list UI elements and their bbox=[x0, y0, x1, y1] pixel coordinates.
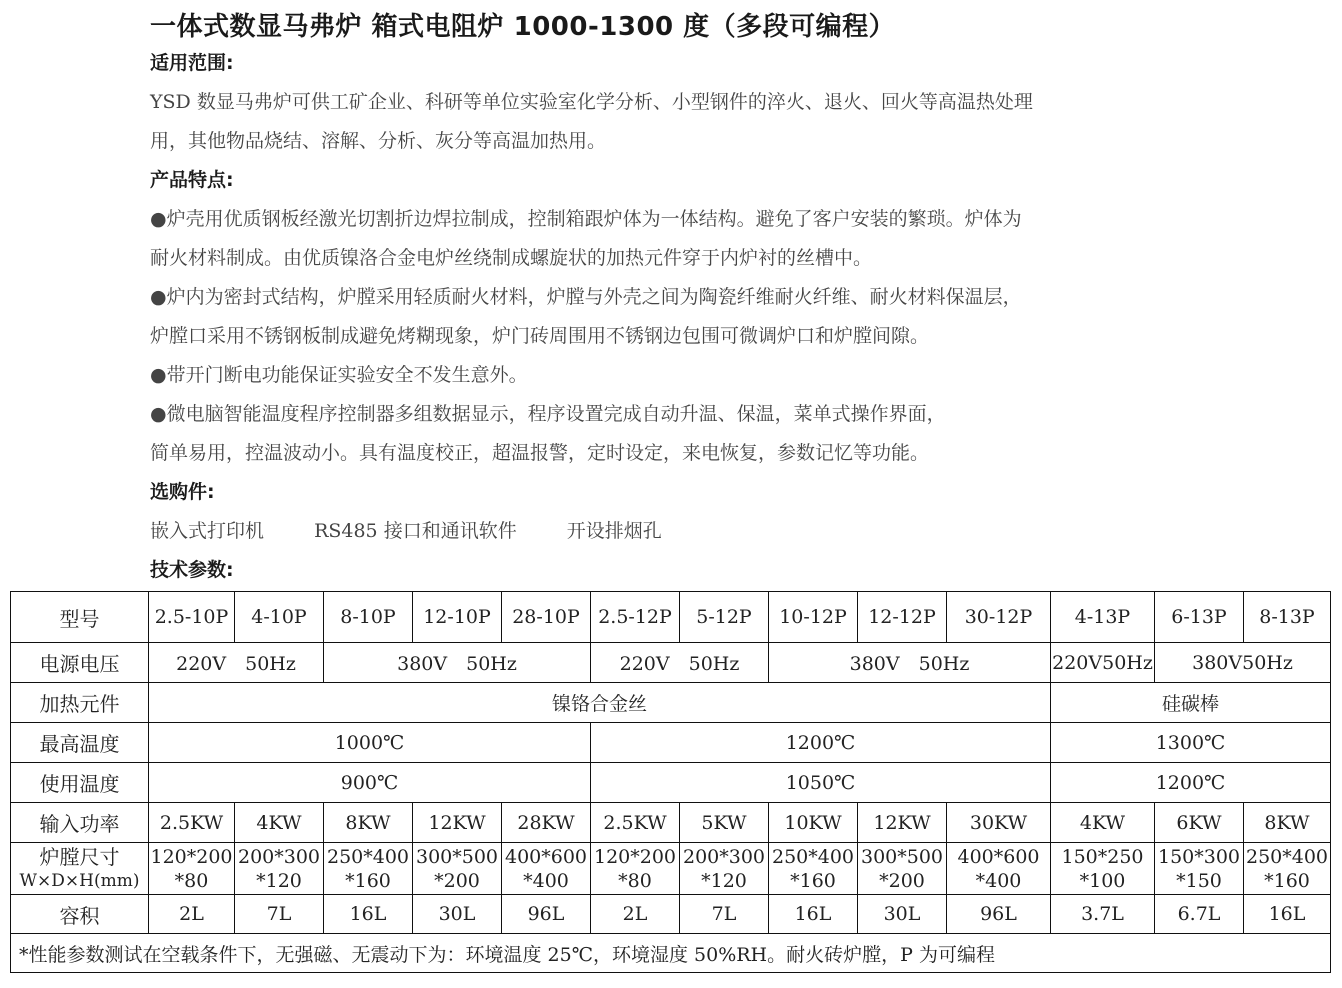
power-cell: 8KW bbox=[1244, 803, 1331, 843]
scope-line: 用，其他物品烧结、溶解、分析、灰分等高温加热用。 bbox=[150, 130, 607, 152]
feature-line: ●微电脑智能温度程序控制器多组数据显示，程序设置完成自动升温、保温，菜单式操作界面， bbox=[150, 403, 946, 425]
max-temp-cell: 1000℃ bbox=[149, 723, 591, 763]
power-cell: 8KW bbox=[324, 803, 413, 843]
option-item-exhaust: 开设排烟孔 bbox=[566, 520, 662, 542]
model-cell: 4-13P bbox=[1051, 592, 1155, 643]
table-row-model bbox=[11, 592, 1331, 643]
size-cell bbox=[1244, 843, 1331, 895]
size-value: *80 bbox=[174, 869, 209, 892]
size-cell bbox=[591, 843, 680, 895]
model-cell: 6-13P bbox=[1155, 592, 1244, 643]
size-value: 250*400 bbox=[326, 845, 410, 868]
power-cell: 5KW bbox=[680, 803, 769, 843]
table-row-size bbox=[11, 843, 1331, 895]
volume-cell: 30L bbox=[413, 895, 502, 934]
size-cell bbox=[858, 843, 947, 895]
size-value: 250*400 bbox=[771, 845, 855, 868]
size-value: 120*200 bbox=[593, 845, 677, 868]
size-cell bbox=[502, 843, 591, 895]
option-item-rs485: RS485 接口和通讯软件 bbox=[314, 520, 517, 542]
element-cell: 硅碳棒 bbox=[1051, 683, 1331, 723]
volume-cell: 96L bbox=[947, 895, 1051, 934]
voltage-cell: 380V 50Hz bbox=[324, 643, 591, 683]
scope-line: YSD 数显马弗炉可供工矿企业、科研等单位实验室化学分析、小型钢件的淬火、退火、回火等高温热处理 bbox=[150, 91, 1033, 113]
voltage-cell: 220V50Hz bbox=[1051, 643, 1155, 683]
volume-cell: 16L bbox=[1244, 895, 1331, 934]
size-cell bbox=[235, 843, 324, 895]
model-cell: 28-10P bbox=[502, 592, 591, 643]
row-label-work-temp: 使用温度 bbox=[11, 763, 149, 803]
voltage-cell: 380V50Hz bbox=[1155, 643, 1331, 683]
size-value: *400 bbox=[975, 869, 1022, 892]
row-label-power: 输入功率 bbox=[11, 803, 149, 843]
size-cell bbox=[149, 843, 235, 895]
row-label-voltage: 电源电压 bbox=[11, 643, 149, 683]
power-cell: 28KW bbox=[502, 803, 591, 843]
voltage-cell: 380V 50Hz bbox=[769, 643, 1051, 683]
voltage-cell: 220V 50Hz bbox=[149, 643, 324, 683]
power-cell: 12KW bbox=[858, 803, 947, 843]
size-value: *160 bbox=[345, 869, 391, 892]
size-value: 300*500 bbox=[415, 845, 499, 868]
volume-cell: 30L bbox=[858, 895, 947, 934]
size-cell bbox=[324, 843, 413, 895]
options-heading: 选购件: bbox=[150, 481, 215, 503]
size-cell bbox=[413, 843, 502, 895]
size-value: *80 bbox=[618, 869, 652, 892]
table-row-volume bbox=[11, 895, 1331, 934]
volume-cell: 96L bbox=[502, 895, 591, 934]
size-value: 400*600 bbox=[504, 845, 588, 868]
options-list bbox=[150, 512, 1200, 551]
size-value: 150*250 bbox=[1061, 845, 1144, 868]
row-label-volume: 容积 bbox=[11, 895, 149, 934]
power-cell: 4KW bbox=[1051, 803, 1155, 843]
size-cell bbox=[769, 843, 858, 895]
max-temp-cell: 1200℃ bbox=[591, 723, 1051, 763]
size-value: *120 bbox=[701, 869, 747, 892]
row-label-element: 加热元件 bbox=[11, 683, 149, 723]
size-cell bbox=[1155, 843, 1244, 895]
table-note: *性能参数测试在空载条件下，无强磁、无震动下为：环境温度 25℃，环境湿度 50%RH。耐火砖炉膛，P 为可编程 bbox=[11, 934, 1331, 973]
work-temp-cell: 1200℃ bbox=[1051, 763, 1331, 803]
table-row-max-temp bbox=[11, 723, 1331, 763]
model-cell: 12-10P bbox=[413, 592, 502, 643]
size-value: *120 bbox=[256, 869, 302, 892]
product-description bbox=[150, 44, 1200, 590]
size-cell bbox=[1051, 843, 1155, 895]
element-cell: 镍铬合金丝 bbox=[149, 683, 1051, 723]
power-cell: 12KW bbox=[413, 803, 502, 843]
work-temp-cell: 1050℃ bbox=[591, 763, 1051, 803]
model-cell: 4-10P bbox=[235, 592, 324, 643]
scope-heading: 适用范围: bbox=[150, 52, 234, 74]
model-cell: 12-12P bbox=[858, 592, 947, 643]
volume-cell: 7L bbox=[680, 895, 769, 934]
row-label-size bbox=[11, 843, 149, 895]
feature-line: ●炉内为密封式结构，炉膛采用轻质耐火材料，炉膛与外壳之间为陶瓷纤维耐火纤维、耐火材料保温层， bbox=[150, 286, 1022, 308]
feature-line: 简单易用，控温波动小。具有温度校正，超温报警，定时设定，来电恢复，参数记忆等功能。 bbox=[150, 442, 930, 464]
voltage-cell: 220V 50Hz bbox=[591, 643, 769, 683]
feature-line: 耐火材料制成。由优质镍洛合金电炉丝绕制成螺旋状的加热元件穿于内炉衬的丝槽中。 bbox=[150, 247, 873, 269]
volume-cell: 16L bbox=[769, 895, 858, 934]
model-cell: 8-13P bbox=[1244, 592, 1331, 643]
power-cell: 2.5KW bbox=[149, 803, 235, 843]
row-label-max-temp: 最高温度 bbox=[11, 723, 149, 763]
table-row-voltage bbox=[11, 643, 1331, 683]
row-label-model: 型号 bbox=[11, 592, 149, 643]
size-cell bbox=[947, 843, 1051, 895]
volume-cell: 16L bbox=[324, 895, 413, 934]
feature-line: ●带开门断电功能保证实验安全不发生意外。 bbox=[150, 364, 528, 386]
size-value: *200 bbox=[879, 869, 925, 892]
size-label-line: 炉膛尺寸 bbox=[39, 844, 120, 869]
volume-cell: 7L bbox=[235, 895, 324, 934]
model-cell: 8-10P bbox=[324, 592, 413, 643]
power-cell: 10KW bbox=[769, 803, 858, 843]
size-value: 400*600 bbox=[957, 845, 1040, 868]
size-value: 300*500 bbox=[860, 845, 944, 868]
model-cell: 10-12P bbox=[769, 592, 858, 643]
max-temp-cell: 1300℃ bbox=[1051, 723, 1331, 763]
volume-cell: 2L bbox=[149, 895, 235, 934]
table-row-work-temp bbox=[11, 763, 1331, 803]
option-item-printer: 嵌入式打印机 bbox=[150, 520, 265, 542]
feature-line: ●炉壳用优质钢板经激光切割折边焊拉制成，控制箱跟炉体为一体结构。避免了客户安装的繁琐。炉体为 bbox=[150, 208, 1022, 230]
volume-cell: 3.7L bbox=[1051, 895, 1155, 934]
features-heading: 产品特点: bbox=[150, 169, 234, 191]
power-cell: 4KW bbox=[235, 803, 324, 843]
power-cell: 30KW bbox=[947, 803, 1051, 843]
size-cell bbox=[680, 843, 769, 895]
size-label-line: W×D×H(mm) bbox=[19, 870, 140, 891]
table-row-element bbox=[11, 683, 1331, 723]
model-cell: 2.5-12P bbox=[591, 592, 680, 643]
volume-cell: 6.7L bbox=[1155, 895, 1244, 934]
power-cell: 2.5KW bbox=[591, 803, 680, 843]
model-cell: 2.5-10P bbox=[149, 592, 235, 643]
size-value: 150*300 bbox=[1157, 845, 1241, 868]
size-value: *160 bbox=[790, 869, 836, 892]
size-value: *100 bbox=[1079, 869, 1126, 892]
size-value: 250*400 bbox=[1245, 845, 1329, 868]
spec-table bbox=[10, 591, 1331, 973]
table-row-note bbox=[11, 934, 1331, 973]
power-cell: 6KW bbox=[1155, 803, 1244, 843]
model-cell: 5-12P bbox=[680, 592, 769, 643]
volume-cell: 2L bbox=[591, 895, 680, 934]
feature-line: 炉膛口采用不锈钢板制成避免烤糊现象，炉门砖周围用不锈钢边包围可微调炉口和炉膛间隙。 bbox=[150, 325, 930, 347]
work-temp-cell: 900℃ bbox=[149, 763, 591, 803]
size-value: *160 bbox=[1264, 869, 1310, 892]
size-value: *150 bbox=[1176, 869, 1222, 892]
size-value: 120*200 bbox=[150, 845, 233, 868]
model-cell: 30-12P bbox=[947, 592, 1051, 643]
size-value: *400 bbox=[523, 869, 569, 892]
page-title: 一体式数显马弗炉 箱式电阻炉 1000-1300 度（多段可编程） bbox=[150, 12, 896, 42]
size-value: *200 bbox=[434, 869, 480, 892]
table-row-power bbox=[11, 803, 1331, 843]
specs-heading: 技术参数: bbox=[150, 559, 234, 581]
size-value: 200*300 bbox=[682, 845, 766, 868]
size-value: 200*300 bbox=[237, 845, 321, 868]
